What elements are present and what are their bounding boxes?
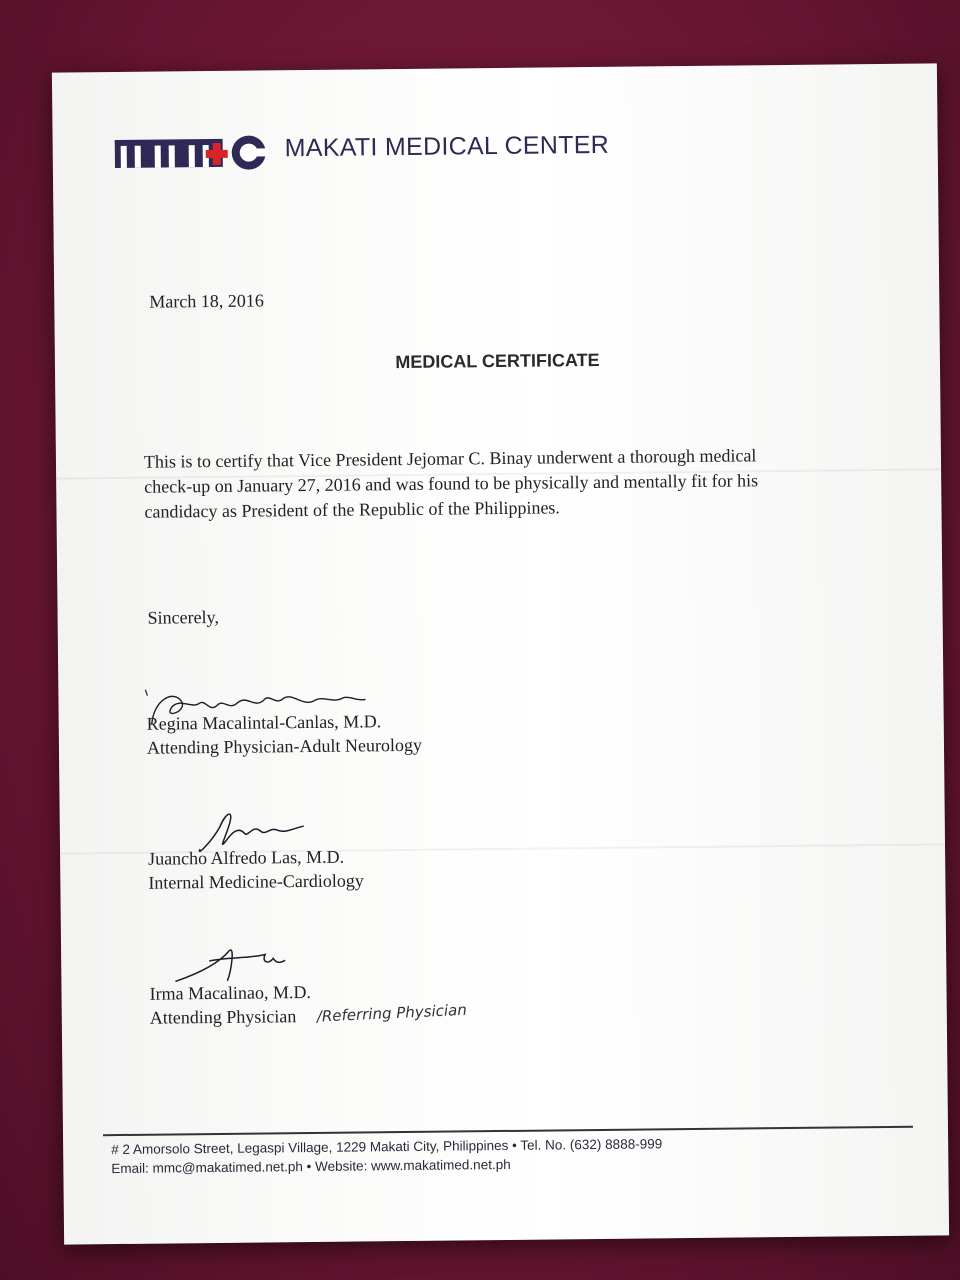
certificate-body: This is to certify that Vice President Jejomar C. Binay underwent a thorough medical check-up on January 27, 2016 and was found to be physically and mentally fit for his candidacy as President of the Republic of the Philippines. <box>143 445 759 522</box>
closing: Sincerely, <box>147 606 220 628</box>
signatory-name: Regina Macalintal-Canlas, M.D. <box>146 711 382 734</box>
signatory-2 <box>148 844 364 894</box>
signatory-role: Attending Physician <box>149 1006 297 1028</box>
footer-address: # 2 Amorsolo Street, Legaspi Village, 1229 Makati City, Philippines • Tel. No. (632) 8888-999 <box>111 1136 663 1158</box>
certificate-paper <box>52 63 949 1244</box>
letter-date: March 18, 2016 <box>149 290 264 312</box>
footer-contact: Email: mmc@makatimed.net.ph • Website: www.makatimed.net.ph <box>111 1156 511 1177</box>
signatory-role: Attending Physician-Adult Neurology <box>146 734 423 758</box>
hospital-name: MAKATI MEDICAL CENTER <box>284 130 610 163</box>
signatory-role: Internal Medicine-Cardiology <box>148 870 364 893</box>
signatory-name: Irma Macalinao, M.D. <box>149 982 312 1004</box>
handwritten-note: /Referring Physician <box>316 1000 468 1026</box>
signatory-name: Juancho Alfredo Las, M.D. <box>148 846 345 869</box>
letterhead-footer <box>111 1134 662 1178</box>
signatory-3 <box>149 980 311 1030</box>
footer-divider <box>103 1126 913 1136</box>
signatory-1 <box>147 709 422 760</box>
certificate-title: MEDICAL CERTIFICATE <box>395 349 600 373</box>
mmc-logo-icon <box>115 132 275 174</box>
